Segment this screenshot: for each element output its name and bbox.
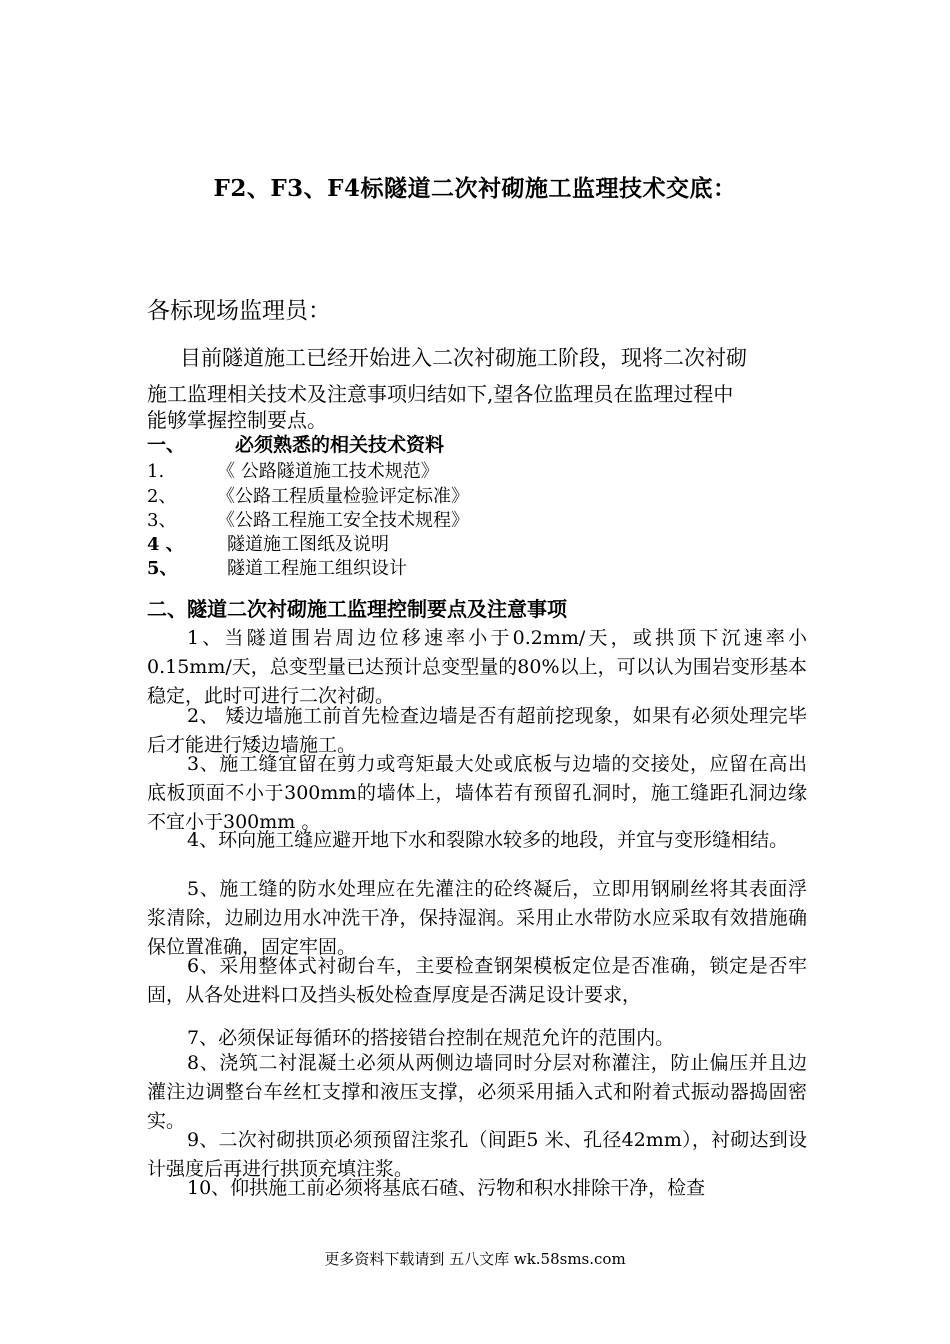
intro-line-1: 目前隧道施工已经开始进入二次衬砌施工阶段，现将二次衬砌 — [180, 346, 747, 370]
document-title: F2、F3、F4标隧道二次衬砌施工监理技术交底： — [213, 175, 737, 202]
section1-heading — [147, 430, 444, 457]
list-item-text: 《公路工程施工安全技术规程》 — [217, 510, 469, 531]
list-item-number: 1. — [147, 461, 165, 482]
paragraph-10: 10、仰拱施工前必须将基底石碴、污物和积水排除干净，检查 — [187, 1177, 706, 1199]
paragraph-6: 6、采用整体式衬砌台车，主要检查钢架模板定位是否准确，锁定是否牢固，从各处进料口及挡头板处检查厚度是否满足设计要求， — [147, 955, 807, 1006]
list-item — [147, 482, 469, 508]
page-footer: 更多资料下载请到 五八文库 wk.58sms.com — [324, 1250, 626, 1268]
paragraph-1: 1、当隧道围岩周边位移速率小于0.2mm/天，或拱顶下沉速率小0.15mm/天，总变型量已达预计总变型量的80%以上，可以认为围岩变形基本稳定，此时可进行二次衬砌。 — [147, 627, 807, 707]
list-item-text: 《公路工程质量检验评定标准》 — [217, 486, 469, 507]
paragraph-7: 7、必须保证每循环的搭接错台控制在规范允许的范围内。 — [187, 1027, 675, 1049]
list-item-number: 5、 — [147, 558, 178, 579]
section1-title: 必须熟悉的相关技术资料 — [235, 434, 445, 456]
intro-line-3: 能够掌握控制要点。 — [147, 408, 327, 432]
list-item — [147, 457, 439, 483]
section1-number: 一、 — [147, 434, 186, 456]
paragraph-8: 8、浇筑二衬混凝土必须从两侧边墙同时分层对称灌注，防止偏压并且边灌注边调整台车丝杠支撑和液压支撑，必须采用插入式和附着式振动器捣固密实。 — [147, 1052, 807, 1132]
list-item — [147, 554, 407, 580]
list-item — [147, 506, 469, 532]
paragraph-3: 3、施工缝宜留在剪力或弯矩最大处或底板与边墙的交接处，应留在高出底板顶面不小于300mm的墙体上，墙体若有预留孔洞时，施工缝距孔洞边缘不宜小于300mm 。 — [147, 753, 807, 833]
list-item-text: 隧道工程施工组织设计 — [227, 558, 407, 579]
section2-heading: 二、隧道二次衬砌施工监理控制要点及注意事项 — [147, 597, 567, 621]
list-item-number: 4 、 — [147, 534, 184, 555]
paragraph-2: 2、 矮边墙施工前首先检查边墙是否有超前挖现象，如果有必须处理完毕后才能进行矮边墙施工。 — [147, 705, 807, 756]
list-item-text: 《 公路隧道施工技术规范》 — [217, 461, 439, 482]
list-item-number: 3、 — [147, 510, 177, 531]
paragraph-9: 9、二次衬砌拱顶必须预留注浆孔（间距5 米、孔径42mm），衬砌达到设计强度后再进行拱顶充填注浆。 — [147, 1129, 807, 1180]
list-item-text: 隧道施工图纸及说明 — [227, 534, 389, 555]
salutation: 各标现场监理员： — [147, 298, 331, 324]
list-item — [147, 530, 389, 556]
paragraph-4: 4、环向施工缝应避开地下水和裂隙水较多的地段，并宜与变形缝相结。 — [187, 829, 789, 851]
paragraph-5: 5、施工缝的防水处理应在先灌注的砼终凝后，立即用钢刷丝将其表面浮浆清除，边刷边用水冲洗干净，保持湿润。采用止水带防水应采取有效措施确保位置准确，固定牢固。 — [147, 878, 807, 958]
intro-line-2: 施工监理相关技术及注意事项归结如下,望各位监理员在监理过程中 — [147, 382, 734, 406]
list-item-number: 2、 — [147, 486, 177, 507]
